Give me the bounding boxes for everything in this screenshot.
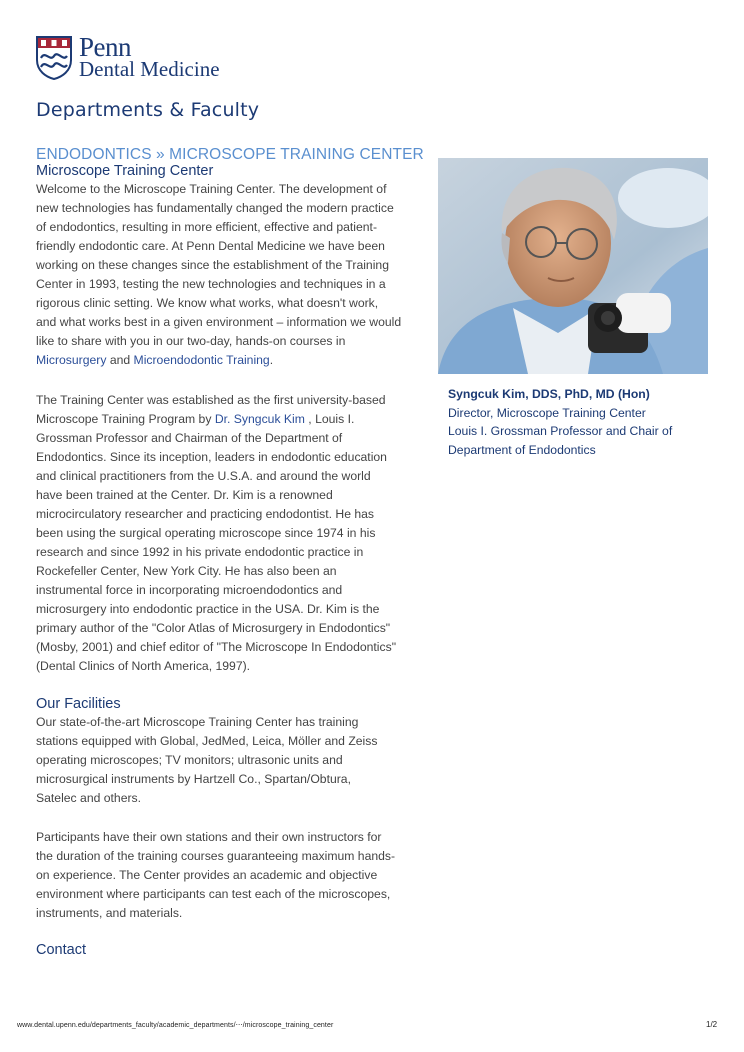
facilities-line: on experience. The Center provides an academic and objective [36, 868, 378, 882]
intro-line: of endodontics, resulting in more efficient, effective and patient- [36, 220, 378, 234]
dr-syngcuk-kim-link[interactable]: Dr. Syngcuk Kim [214, 412, 305, 426]
intro-line: like to share with you in our two-day, hands-on courses in [36, 334, 346, 348]
facilities-line: microsurgical instruments by Hartzell Co., Spartan/Obtura, [36, 772, 351, 786]
profile-title: Department of Endodontics [448, 442, 596, 457]
facilities-line: Our state-of-the-art Microscope Training Center has training [36, 715, 359, 729]
facilities-paragraph-2 [36, 828, 395, 923]
profile-title: Director, Microscope Training Center [448, 405, 646, 420]
about-line: research and since 1992 in his private endodontic practice in [36, 545, 364, 559]
intro-line: rigorous clinic setting. We know what works, what doesn't work, [36, 296, 379, 310]
penn-shield-icon [36, 36, 72, 80]
logo-penn-text: Penn [79, 32, 131, 62]
intro-line: and what works best in a given environment – information we would [36, 315, 402, 329]
profile-photo [438, 158, 708, 374]
about-line: microsurgery into endodontic practice in the USA. Dr. Kim is the [36, 602, 380, 616]
and-text: and [106, 353, 134, 367]
microendodontic-training-link[interactable]: Microendodontic Training [133, 353, 270, 367]
microsurgery-link[interactable]: Microsurgery [36, 353, 107, 367]
intro-heading: Microscope Training Center [36, 163, 214, 179]
about-line-post: , Louis I. [304, 412, 355, 426]
facilities-line: environment where participants can test each of the microscopes, [36, 887, 391, 901]
intro-line-links [36, 351, 401, 370]
facilities-line: instruments, and materials. [36, 906, 183, 920]
about-line: The Training Center was established as the first university-based [36, 393, 386, 407]
period-text: . [269, 353, 274, 367]
portrait-illustration [438, 158, 708, 374]
intro-line: Center in 1993, testing the new technologies and techniques in a [36, 277, 386, 291]
facilities-line: Satelec and others. [36, 791, 142, 805]
intro-line: friendly endodontic care. At Penn Dental Medicine we have been [36, 239, 385, 253]
about-line: instrumental force in incorporating microendodontics and [36, 583, 343, 597]
intro-line: working on these changes since the establishment of the Training [36, 258, 389, 272]
page-number: 1/2 [706, 1020, 718, 1029]
about-line: been using the surgical operating microscope since 1974 in his [36, 526, 376, 540]
about-line: Endodontics. Since its inception, leaders in endodontic education [36, 450, 387, 464]
facilities-line: operating microscopes; TV monitors; ultrasonic units and [36, 753, 343, 767]
about-line: Grossman Professor and Chairman of the Department of [36, 431, 343, 445]
profile-name: Syngcuk Kim, DDS, PhD, MD (Hon) [448, 387, 650, 401]
breadcrumb: ENDODONTICS » MICROSCOPE TRAINING CENTER [36, 146, 424, 163]
about-line: (Dental Clinics of North America, 1997). [36, 659, 251, 673]
facilities-line: the duration of the training courses guaranteeing maximum hands- [36, 849, 396, 863]
about-line: have been trained at the Center. Dr. Kim is a renowned [36, 488, 333, 502]
profile-title: Louis I. Grossman Professor and Chair of [448, 424, 673, 438]
intro-line: new technologies has fundamentally changed the modern practice [36, 201, 394, 215]
about-line: and clinical practitioners from the U.S.A. and around the world [36, 469, 371, 483]
footer-url: www.dental.upenn.edu/departments_faculty/academic_departments/⋯/microscope_training_center [17, 1022, 334, 1029]
facilities-paragraph-1 [36, 713, 377, 808]
facilities-line: stations equipped with Global, JedMed, Leica, Möller and Zeiss [36, 734, 378, 748]
intro-paragraph [36, 180, 401, 370]
about-line-link [36, 410, 396, 429]
penn-dental-logo[interactable] [36, 32, 256, 84]
about-line-pre: Microscope Training Program by [36, 412, 215, 426]
contact-heading: Contact [36, 942, 86, 958]
about-paragraph [36, 391, 396, 676]
about-line: (Mosby, 2001) and chief editor of "The Microscope In Endodontics" [36, 640, 397, 654]
about-line: primary author of the "Color Atlas of Microsurgery in Endodontics" [36, 621, 391, 635]
about-line: Rockefeller Center, New York City. He has also been an [36, 564, 337, 578]
logo-dental-medicine-text: Dental Medicine [79, 57, 220, 81]
about-line: microcirculatory researcher and practicing endodontist. He has [36, 507, 375, 521]
facilities-heading: Our Facilities [36, 696, 121, 712]
intro-line: Welcome to the Microscope Training Center. The development of [36, 182, 387, 196]
section-heading: Departments & Faculty [36, 99, 260, 121]
facilities-line: Participants have their own stations and their own instructors for [36, 830, 382, 844]
profile-caption [448, 385, 672, 459]
